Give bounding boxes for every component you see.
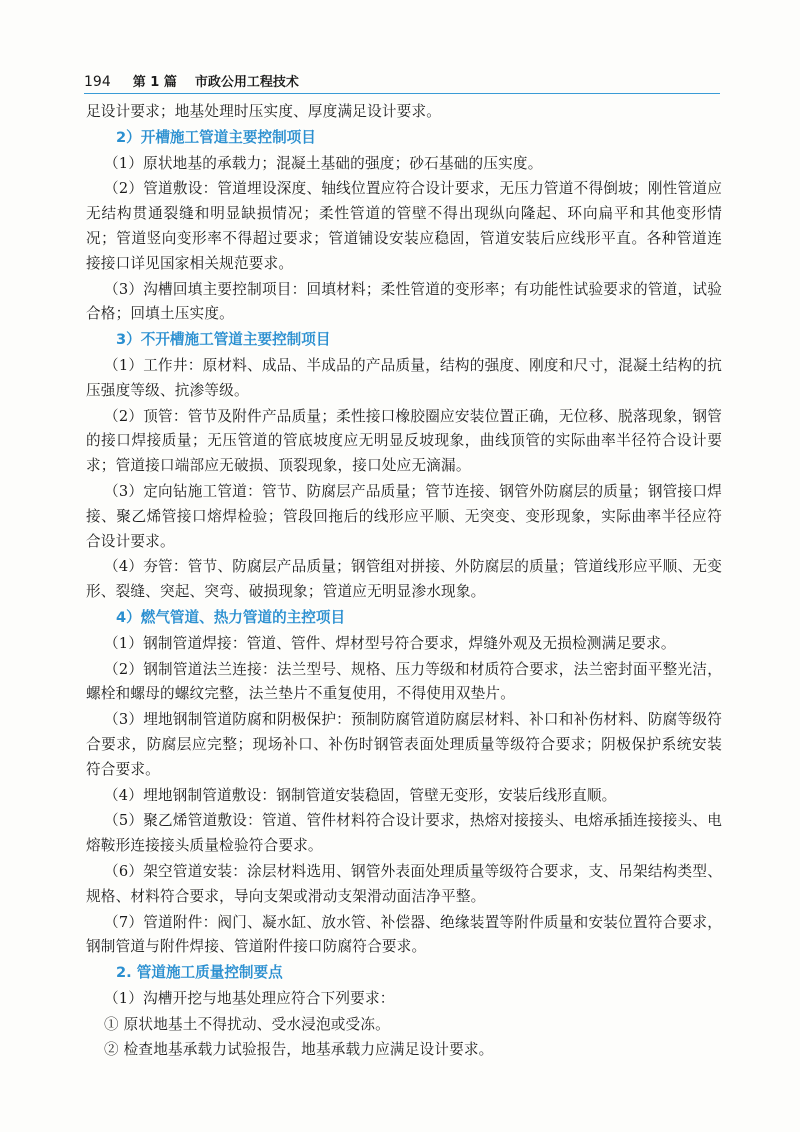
section-heading: 3）不开槽施工管道主要控制项目 <box>116 331 331 349</box>
part-label: 第 1 篇 <box>132 75 177 90</box>
page-body <box>86 100 722 1064</box>
paragraph: ① 原状地基土不得扰动、受水浸泡或受冻。 <box>104 1015 390 1033</box>
paragraph: （2）钢制管道法兰连接：法兰型号、规格、压力等级和材质符合要求，法兰密封面平整光洁，螺栓和螺母的螺纹完整，法兰垫片不重复使用，不得使用双垫片。 <box>86 660 722 703</box>
section-heading: 2）开槽施工管道主要控制项目 <box>116 128 316 146</box>
paragraph: （3）沟槽回填主要控制项目：回填材料；柔性管道的变形率；有功能性试验要求的管道，试验合格；回填土压实度。 <box>86 280 722 323</box>
chapter-subheading: 2. 管道施工质量控制要点 <box>116 964 283 982</box>
paragraph: （4）埋地钢制管道敷设：钢制管道安装稳固，管壁无变形，安装后线形直顺。 <box>104 786 617 804</box>
paragraph: （1）沟槽开挖与地基处理应符合下列要求： <box>104 989 395 1007</box>
paragraph: （1）原状地基的承载力；混凝土基础的强度；砂石基础的压实度。 <box>104 154 543 172</box>
page-header <box>84 68 720 94</box>
book-title: 市政公用工程技术 <box>194 75 299 90</box>
paragraph: （7）管道附件：阀门、凝水缸、放水管、补偿器、绝缘装置等附件质量和安装位置符合要求，钢制管道与附件焊接、管道附件接口防腐符合要求。 <box>86 913 722 956</box>
paragraph: （3）埋地钢制管道防腐和阴极保护：预制防腐管道防腐层材料、补口和补伤材料、防腐等级符合要求，防腐层应完整；现场补口、补伤时钢管表面处理质量等级符合要求；阴极保护系统安装符合要求。 <box>86 711 722 778</box>
paragraph: （5）聚乙烯管道敷设：管道、管件材料符合设计要求，热熔对接接头、电熔承插连接接头、电熔鞍形连接接头质量检验符合要求。 <box>86 812 722 855</box>
paragraph: （2）顶管：管节及附件产品质量；柔性接口橡胶圈应安装位置正确，无位移、脱落现象，钢管的接口焊接质量；无压管道的管底坡度应无明显反坡现象，曲线顶管的实际曲率半径符合设计要求；管道接口端部应无破损、顶裂现象，接口处应无滴漏。 <box>86 407 722 475</box>
paragraph: （4）夯管：管节、防腐层产品质量；钢管组对拼接、外防腐层的质量；管道线形应平顺、无变形、裂缝、突起、突弯、破损现象；管道应无明显渗水现象。 <box>86 558 722 601</box>
paragraph: ② 检查地基承载力试验报告，地基承载力应满足设计要求。 <box>104 1041 494 1059</box>
paragraph: （1）钢制管道焊接：管道、管件、焊材型号符合要求，焊缝外观及无损检测满足要求。 <box>104 634 676 652</box>
paragraph: （3）定向钻施工管道：管节、防腐层产品质量；管节连接、钢管外防腐层的质量；钢管接口焊接、聚乙烯管接口熔焊检验；管段回拖后的线形应平顺、无突变、变形现象，实际曲率半径应符合设计要求。 <box>86 482 722 550</box>
section-heading: 4）燃气管道、热力管道的主控项目 <box>116 608 346 626</box>
paragraph: 足设计要求；地基处理时压实度、厚度满足设计要求。 <box>86 103 442 120</box>
page-number: 194 <box>84 74 111 90</box>
paragraph: （2）管道敷设：管道埋设深度、轴线位置应符合设计要求，无压力管道不得倒坡；刚性管道应无结构贯通裂缝和明显缺损情况；柔性管道的管壁不得出现纵向隆起、环向扁平和其他变形情况；管道竖向变形率不得超过要求；管道铺设安装应稳固，管道安装后应线形平直。各种管道连接接口详见国家相关规范要求。 <box>86 180 722 272</box>
paragraph: （6）架空管道安装：涂层材料选用、钢管外表面处理质量等级符合要求，支、吊架结构类型、规格、材料符合要求，导向支架或滑动支架滑动面洁净平整。 <box>86 862 722 905</box>
paragraph: （1）工作井：原材料、成品、半成品的产品质量，结构的强度、刚度和尺寸，混凝土结构的抗压强度等级、抗渗等级。 <box>86 356 722 399</box>
